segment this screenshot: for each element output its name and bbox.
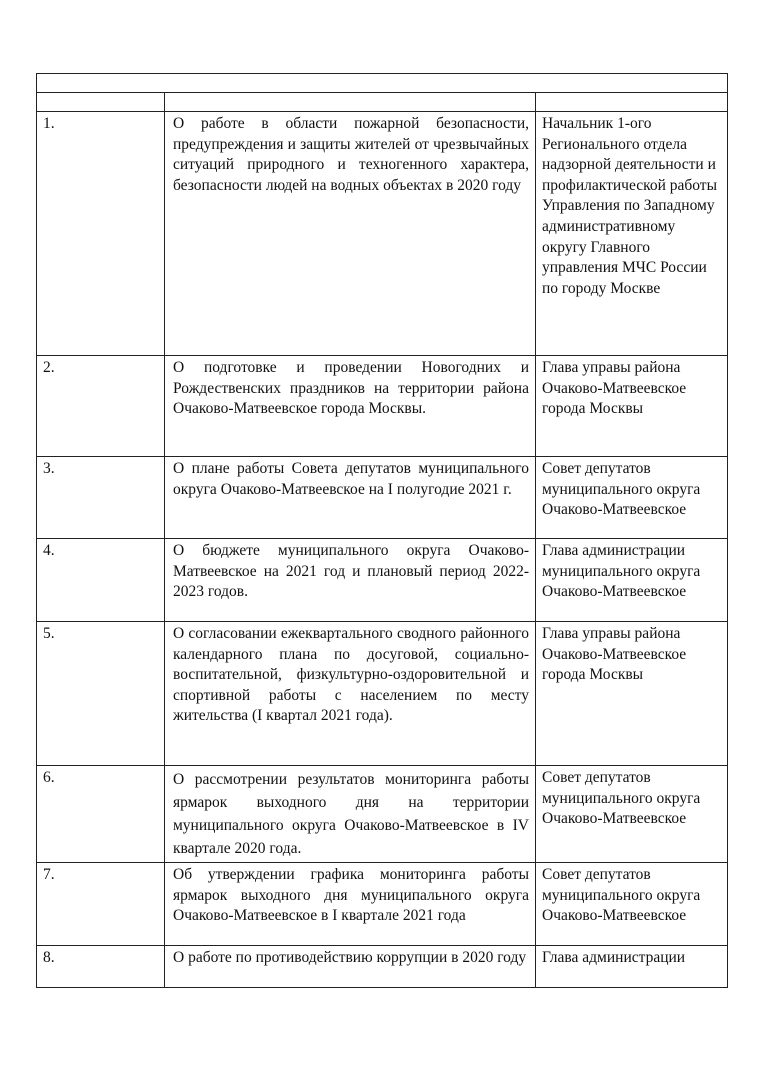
table-header-row [37, 74, 728, 93]
row-topic: О бюджете муниципального округа Очаково-Матвеевское на 2021 год и плановый период 2022-2023 годов. [165, 539, 536, 622]
row-responsible: Начальник 1-ого Регионального отдела надзорной деятельности и профилактической работы Управления по Западному административному округу Главного управления МЧС России по городу Москве [536, 112, 728, 356]
row-topic: О согласовании ежеквартального сводного районного календарного плана по досуговой, социально-воспитательной, физкультурно-оздоровительной и спортивной работы с населением по месту жительства (I квартал 2021 года). [165, 622, 536, 766]
table-row [37, 863, 728, 946]
table-row [37, 766, 728, 863]
row-topic: О подготовке и проведении Новогодних и Рождественских праздников на территории района Очаково-Матвеевское города Москвы. [165, 356, 536, 457]
row-number: 3. [37, 457, 165, 539]
row-number: 1. [37, 112, 165, 356]
row-number: 5. [37, 622, 165, 766]
row-responsible: Совет депутатов муниципального округа Очаково-Матвеевское [536, 863, 728, 946]
row-responsible: Глава администрации муниципального округа Очаково-Матвеевское [536, 539, 728, 622]
row-topic: О плане работы Совета депутатов муниципального округа Очаково-Матвеевское на I полугодие 2021 г. [165, 457, 536, 539]
row-number: 6. [37, 766, 165, 863]
row-responsible: Глава управы района Очаково-Матвеевское города Москвы [536, 622, 728, 766]
table-row [37, 946, 728, 988]
table-row [37, 457, 728, 539]
row-responsible: Глава администрации [536, 946, 728, 988]
header-cell [37, 74, 728, 93]
table-row [37, 356, 728, 457]
row-topic: Об утверждении графика мониторинга работы ярмарок выходного дня муниципального округа Очаково-Матвеевское в I квартале 2021 года [165, 863, 536, 946]
row-number: 8. [37, 946, 165, 988]
row-responsible: Совет депутатов муниципального округа Очаково-Матвеевское [536, 766, 728, 863]
row-number: 4. [37, 539, 165, 622]
row-responsible: Совет депутатов муниципального округа Очаково-Матвеевское [536, 457, 728, 539]
row-responsible: Глава управы района Очаково-Матвеевское города Москвы [536, 356, 728, 457]
table-row [37, 112, 728, 356]
table-row [37, 539, 728, 622]
subheader-cell-topic [165, 93, 536, 112]
row-topic: О работе по противодействию коррупции в 2020 году [165, 946, 536, 988]
row-number: 2. [37, 356, 165, 457]
table-row [37, 622, 728, 766]
subheader-cell-responsible [536, 93, 728, 112]
table-subheader-row [37, 93, 728, 112]
row-number: 7. [37, 863, 165, 946]
row-topic: О работе в области пожарной безопасности, предупреждения и защиты жителей от чрезвычайных ситуаций природного и техногенного характера, безопасности людей на водных объектах в 2020 году [165, 112, 536, 356]
agenda-table [36, 73, 728, 988]
row-topic: О рассмотрении результатов мониторинга работы ярмарок выходного дня на территории муниципального округа Очаково-Матвеевское в IV квартале 2020 года. [165, 766, 536, 863]
subheader-cell-num [37, 93, 165, 112]
